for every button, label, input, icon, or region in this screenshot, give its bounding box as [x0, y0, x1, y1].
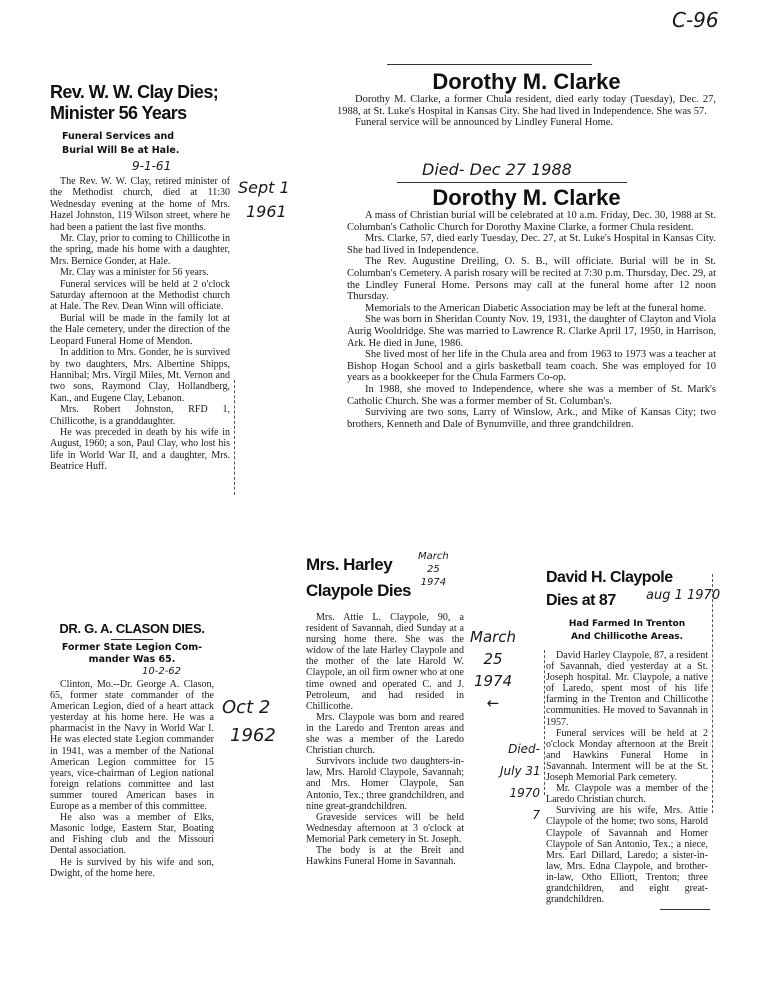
- harley-margin-note-2: 25: [483, 650, 503, 668]
- david-margin-notes: [500, 738, 540, 826]
- harley-handwritten-year: 1974: [420, 577, 447, 588]
- clason-paragraph: He also was a member of Elks, Masonic lodge, Eastern Star, Boating and Fishing club and the Missouri Dental association.: [50, 812, 214, 857]
- david-margin-note-1: Died-: [508, 742, 540, 756]
- clay-headline: [50, 82, 230, 124]
- clay-headline-line-1: Rev. W. W. Clay Dies;: [50, 82, 219, 102]
- clay-paragraph: He was preceded in death by his wife in August, 1960; a son, Paul Clay, who lost his life in World War II, and a daughter, Mrs. Beatrice Huff.: [50, 426, 230, 473]
- david-body: [546, 650, 708, 905]
- clay-margin-notes: [238, 176, 290, 224]
- clay-paragraph: In addition to Mrs. Gonder, he is survived by two daughters, Mrs. Albertine Shipps, Hannibal; Mrs. Virgil Miles, Mt. Vernon and two sons, Raymond Clay, Hollandberg, Kan., and Eugene Clay, Lebanon.: [50, 347, 230, 404]
- clarke-short-paragraph: Funeral service will be announced by Lindley Funeral Home.: [355, 117, 614, 129]
- clay-clipping: [50, 82, 230, 473]
- clay-paragraph: Mr. Clay, prior to coming to Chillicothe in the spring, made his home with a daughter, Mrs. Bernice Gonder, at Hale.: [50, 233, 230, 267]
- clason-paragraph: He is survived by his wife and son, Dwight, of the home here.: [50, 856, 214, 879]
- harley-body: [306, 612, 464, 867]
- page-label: C-96: [672, 8, 719, 32]
- clipping-edge: [712, 574, 713, 813]
- david-subhead-line-2: And Chillicothe Areas.: [570, 632, 684, 642]
- clason-subhead-line-2: mander Was 65.: [88, 654, 176, 665]
- clay-body: [50, 176, 230, 473]
- harley-head: [306, 550, 464, 608]
- clay-subhead-line-1: Funeral Services and: [62, 131, 175, 142]
- david-margin-note-3: 1970: [509, 786, 540, 800]
- clarke-full-paragraph: She was born in Sheridan County Nov. 19, 1931, the daughter of Clayton and Viola Aurig Wooldridge. She was married to Lawrence R. Clarke April 17, 1950, in Harrison, Ark. He died in June, 1986.: [347, 314, 716, 349]
- harley-paragraph: Graveside services will be held Wednesday afternoon at 3 o'clock at Memorial Park cemetery in St. Joseph.: [306, 811, 464, 845]
- clarke-full-paragraph: Surviving are two sons, Larry of Winslow, Ark., and Mike of Kansas City; two brothers, Kenneth and Dale of Bynumville, and three grandchildren.: [347, 407, 716, 430]
- david-headline-line-2: Dies at 87: [546, 592, 616, 609]
- clay-margin-note-1: Sept 1: [238, 178, 290, 197]
- david-headline-line-1: David H. Claypole: [546, 569, 673, 586]
- harley-clipping: [306, 550, 464, 867]
- clarke-short-clipping: [337, 64, 716, 129]
- clay-subhead: [50, 130, 230, 158]
- clay-handwritten-date: 9-1-61: [132, 159, 172, 173]
- clay-paragraph: The Rev. W. W. Clay, retired minister of the Methodist church, died at 11:30 Wednesday evening at the home of Mrs. Hazel Johnston, 119 Wilson street, where he had been a patient the last five months.: [50, 176, 230, 233]
- clason-handwritten-date: 10-2-62: [142, 666, 182, 677]
- clason-body: [50, 679, 214, 879]
- david-paragraph: Mr. Claypole was a member of the Laredo Christian church.: [546, 783, 708, 806]
- clay-subhead-line-2: Burial Will Be at Hale.: [62, 145, 180, 156]
- harley-paragraph: Mrs. Claypole was born and reared in the Laredo and Trenton areas and she was a member of the Laredo Christian church.: [306, 711, 464, 757]
- clarke-full-paragraph: Memorials to the American Diabetic Association may be left at the funeral home.: [365, 302, 707, 314]
- harley-paragraph: Mrs. Attie L. Claypole, 90, a resident of Savannah, died Sunday at a nursing home there. She was the widow of the late Harley Claypole and the mother of the late Harold W. Claypole, an oil firm owner who at one time owned and operated C. and J. Petroleum, and had resided in Chillicothe.: [306, 612, 464, 712]
- clason-subhead: [50, 642, 214, 666]
- david-clipping: [546, 566, 721, 906]
- clay-paragraph: Mrs. Robert Johnston, RFD 1, Chillicothe, is a granddaughter.: [50, 404, 230, 427]
- clarke-full-paragraph: A mass of Christian burial will be celebrated at 10 a.m. Friday, Dec. 30, 1988 at St. Columban's Catholic Church for Dorothy Maxine Clarke, a former Chula resident.: [347, 210, 716, 233]
- clarke-short-paragraph: Dorothy M. Clarke, a former Chula resident, died early today (Tuesday), Dec. 27, 1988, at St. Luke's Hospital in Kansas City. She had lived in Independence. She was 57.: [337, 94, 716, 117]
- clarke-full-clipping: [337, 160, 716, 430]
- david-margin-note-2: July 31: [500, 764, 541, 778]
- clarke-full-handwritten-note: Died- Dec 27 1988: [422, 160, 572, 179]
- harley-margin-notes: [470, 626, 516, 714]
- clason-margin-note-2: 1962: [230, 725, 276, 746]
- clason-margin-note-1: Oct 2: [222, 697, 271, 718]
- clason-headline-rule: [111, 639, 153, 640]
- clay-paragraph: Mr. Clay was a minister for 56 years.: [60, 267, 209, 279]
- harley-margin-note-3: 1974: [473, 672, 513, 690]
- harley-margin-arrow-icon: ←: [486, 694, 500, 712]
- clarke-full-paragraph: She lived most of her life in the Chula area and from 1963 to 1973 was a teacher at Bishop Hogan School and a girls basketball team coach. She was employed for 10 years as a bookkeeper for the Chula Farmers Co-op.: [347, 349, 716, 384]
- david-margin-note-4: 7: [532, 808, 540, 822]
- clay-headline-line-2: Minister 56 Years: [50, 103, 187, 123]
- david-handwritten-date: [646, 588, 720, 603]
- david-handwritten-date-1: aug 1: [646, 588, 683, 603]
- harley-headline-line-1: Mrs. Harley: [306, 555, 393, 574]
- clipping-bottom-rule: [660, 909, 710, 910]
- harley-paragraph: Survivors include two daughters-in-law, Mrs. Harold Claypole, Savannah; and Mrs. Homer Claypole, San Antonio, Tex.; three grandchildren, and nine great-grandchildren.: [306, 756, 464, 812]
- clay-paragraph: Burial will be made in the family lot at the Hale cemetery, under the direction of the Leopard Funeral Home of Mendon.: [50, 312, 230, 347]
- harley-headline: [306, 552, 411, 604]
- clarke-short-headline: Dorothy M. Clarke: [432, 69, 621, 94]
- david-subhead-line-1: Had Farmed In Trenton: [568, 619, 686, 629]
- harley-margin-note-1: March: [470, 628, 517, 646]
- david-subhead: [546, 618, 708, 644]
- clarke-full-paragraph: Mrs. Clarke, 57, died early Tuesday, Dec. 27, at St. Luke's Hospital in Kansas City. She had lived in Independence.: [347, 233, 716, 256]
- david-head: [546, 566, 721, 616]
- clarke-full-paragraph: The Rev. Augustine Dreiling, O. S. B., will officiate. Burial will be in St. Columban's Cemetery. A parish rosary will be recited at 7:30 p.m. Thursday, Dec. 29, at the Lindley Funeral Home. Persons may call at the funeral home after 12 noon Thursday.: [347, 256, 716, 303]
- harley-handwritten-day: 25: [426, 564, 440, 575]
- david-paragraph: Funeral services will be held at 2 o'clock Monday afternoon at the Breit and Hawkins Funeral Home in Savannah. Interment will be at the St. Joseph Memorial Park cemetery.: [546, 727, 708, 784]
- clay-paragraph: Funeral services will be held at 2 o'clock Saturday afternoon at the Methodist church at Hale. The Rev. Dean Winn will officiate.: [50, 278, 230, 313]
- clarke-short-body: [337, 94, 716, 129]
- clason-clipping: [50, 620, 214, 879]
- david-paragraph: David Harley Claypole, 87, a resident of Savannah, died yesterday at a St. Joseph hospital. Mr. Claypole, a native of Laredo, spent most of his life farming in the Trenton and Chillicothe communities. He moved to Savannah in 1957.: [546, 650, 708, 728]
- harley-headline-line-2: Claypole Dies: [306, 581, 411, 600]
- harley-handwritten-month: March: [418, 551, 449, 562]
- harley-handwritten-date: [418, 550, 449, 589]
- clay-margin-note-2: 1961: [246, 202, 287, 221]
- david-paragraph: Surviving are his wife, Mrs. Attie Claypole of the home; two sons, Harold Claypole of Savannah and Homer Claypole of San Antonio, Tex.; a niece, Mrs. Earl Dillard, Laredo; a sister-in-law, Mrs. Edna Claypole, and brother-in-law, Otho Elliott, Trenton; three grandchildren, and eight great-grandchildren.: [546, 805, 708, 906]
- clason-headline: DR. G. A. CLASON DIES.: [59, 621, 205, 636]
- clarke-full-paragraph: In 1988, she moved to Independence, where she was a member of St. Mark's Catholic Church. She was a former member of St. Columban's.: [347, 383, 716, 407]
- clarke-short-top-rule: [387, 64, 592, 65]
- clarke-full-headline: Dorothy M. Clarke: [432, 185, 621, 210]
- clipping-edge: [544, 650, 545, 795]
- david-handwritten-date-2: 1970: [687, 588, 721, 603]
- harley-paragraph: The body is at the Breit and Hawkins Funeral Home in Savannah.: [306, 844, 464, 868]
- clason-margin-notes: [222, 694, 276, 750]
- clarke-full-top-rule: [397, 182, 627, 183]
- clipping-edge: [234, 380, 235, 495]
- clason-paragraph: Clinton, Mo.--Dr. George A. Clason, 65, former state commander of the American Legion, died of a heart attack yesterday at his home here. He was a pharmacist in the Navy in World War I. He was elected state Legion commander in 1941, was a member of the National American Legion committee for 15 years, vice-chairman of Legion national foreign relations committee and last summer toured American bases in Europe as a member of this committee.: [50, 679, 214, 813]
- clason-subhead-line-1: Former State Legion Com-: [61, 642, 203, 653]
- clarke-full-body: [337, 210, 716, 430]
